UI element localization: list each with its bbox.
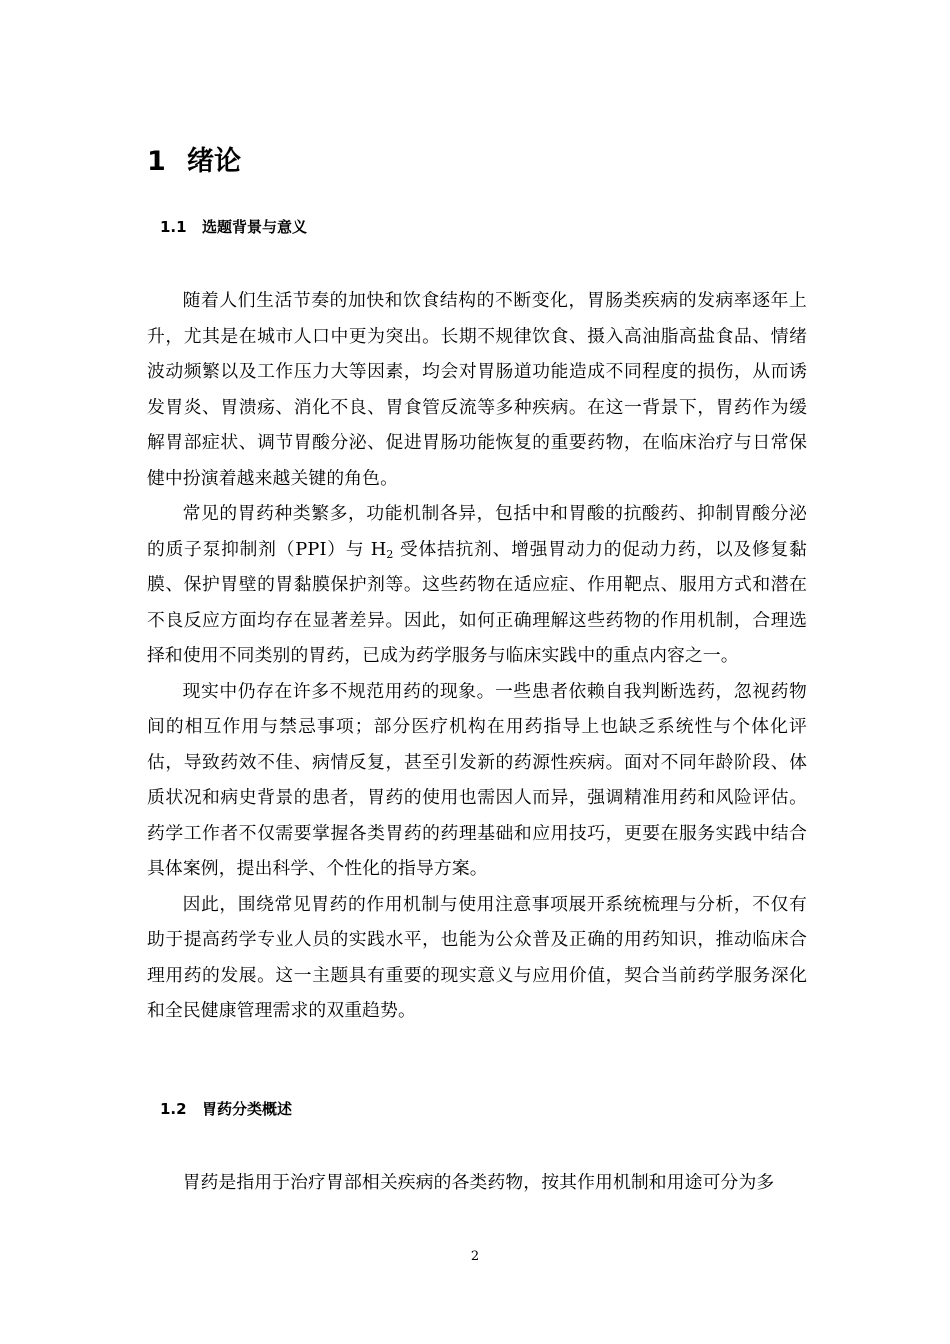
section-heading xyxy=(160,1097,292,1121)
page-number: 2 xyxy=(470,1249,480,1264)
section-body xyxy=(147,283,807,1029)
body-paragraph: 因此，围绕常见胃药的作用机制与使用注意事项展开系统梳理与分析，不仅有助于提高药学专业人员的实践水平，也能为公众普及正确的用药知识，推动临床合理用药的发展。这一主题具有重要的现实意义与应用价值，契合当前药学服务深化和全民健康管理需求的双重趋势。 xyxy=(147,893,807,1021)
chapter-number: 1 xyxy=(147,146,166,177)
section-title: 选题背景与意义 xyxy=(202,218,308,236)
body-paragraph: 随着人们生活节奏的加快和饮食结构的不断变化，胃肠类疾病的发病率逐年上升，尤其是在城市人口中更为突出。长期不规律饮食、摄入高油脂高盐食品、情绪波动频繁以及工作压力大等因素，均会对胃肠道功能造成不同程度的损伤，从而诱发胃炎、胃溃疡、消化不良、胃食管反流等多种疾病。在这一背景下，胃药作为缓解胃部症状、调节胃酸分泌、促进胃肠功能恢复的重要药物，在临床治疗与日常保健中扮演着越来越关键的角色。 xyxy=(147,290,807,489)
chapter-title: 绪论 xyxy=(187,146,241,177)
subscript-text: 2 xyxy=(386,547,394,561)
section-number: 1.2 xyxy=(160,1100,187,1118)
paragraph-text: 常见的胃药种类繁多，功能机制各异，包括中和胃酸的抗酸药、抑制胃酸分泌的质子泵抑制剂（PPI）与 H xyxy=(147,503,807,560)
chapter-heading xyxy=(147,142,241,182)
body-paragraph: 胃药是指用于治疗胃部相关疾病的各类药物，按其作用机制和用途可分为多 xyxy=(182,1172,775,1193)
section-title: 胃药分类概述 xyxy=(202,1100,293,1118)
section-heading xyxy=(160,215,307,239)
body-paragraph xyxy=(147,496,807,674)
body-paragraph: 现实中仍存在许多不规范用药的现象。一些患者依赖自我判断选药，忽视药物间的相互作用与禁忌事项；部分医疗机构在用药指导上也缺乏系统性与个体化评估，导致药效不佳、病情反复，甚至引发新的药源性疾病。面对不同年龄阶段、体质状况和病史背景的患者，胃药的使用也需因人而异，强调精准用药和风险评估。药学工作者不仅需要掌握各类胃药的药理基础和应用技巧，更要在服务实践中结合具体案例，提出科学、个性化的指导方案。 xyxy=(147,680,807,879)
section-number: 1.1 xyxy=(160,218,187,236)
paragraph-text: 受体拮抗剂、增强胃动力的促动力药，以及修复黏膜、保护胃壁的胃黏膜保护剂等。这些药物在适应症、作用靶点、服用方式和潜在不良反应方面均存在显著差异。因此，如何正确理解这些药物的作用机制，合理选择和使用不同类别的胃药，已成为药学服务与临床实践中的重点内容之一。 xyxy=(147,538,807,666)
section-body xyxy=(147,1165,807,1201)
